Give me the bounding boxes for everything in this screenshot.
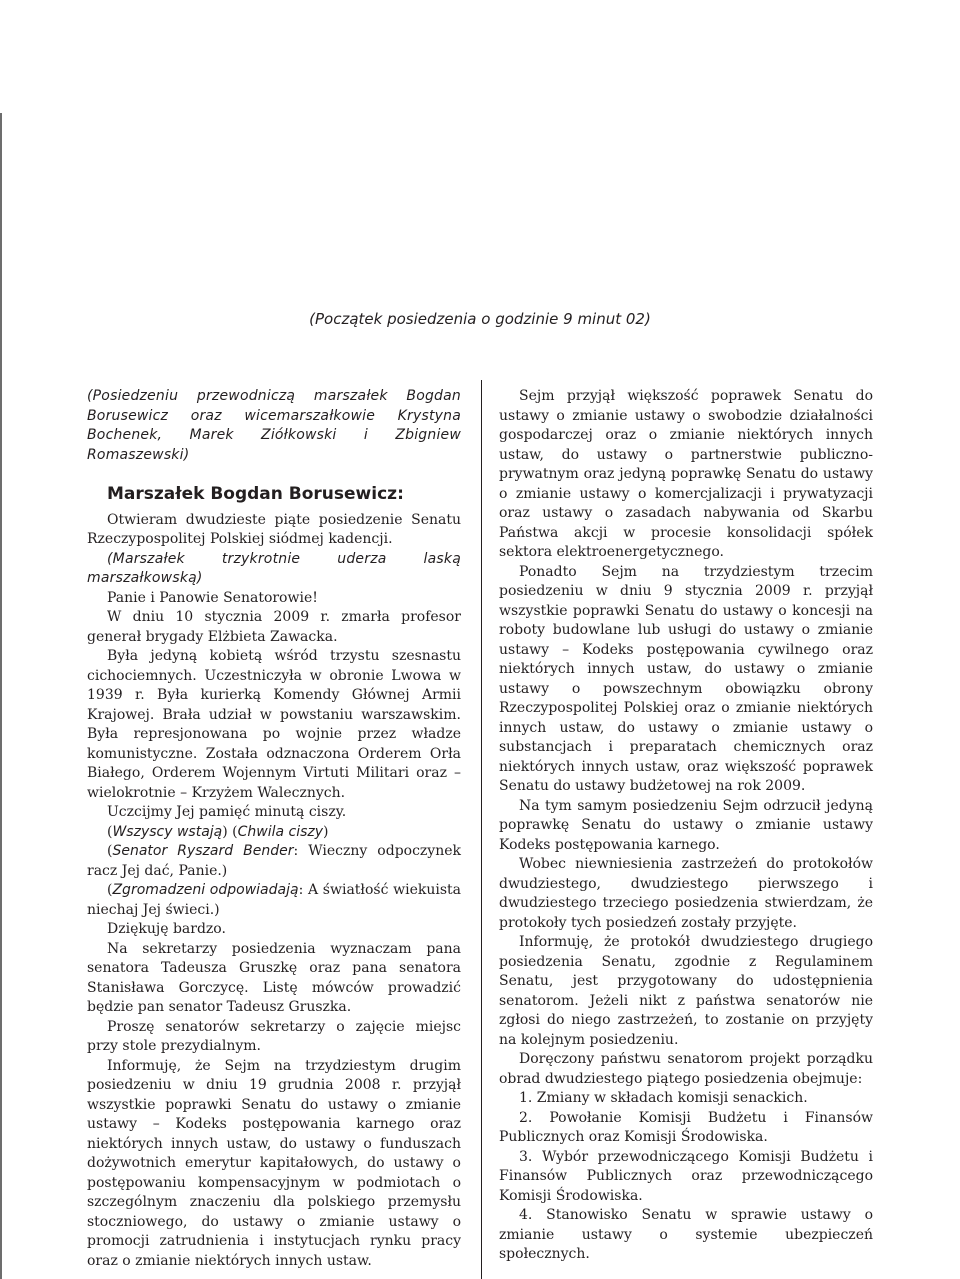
bender-label: Senator Ryszard Bender xyxy=(112,843,294,859)
presiding-note: (Posiedzeniu przewodniczą marszałek Bogdan Borusewicz oraz wicemarszałkowie Krystyna Bochenek, Marek Ziółkowski i Zbigniew Romaszewski) xyxy=(87,388,461,463)
paragraph-minute-silence: Uczcijmy Jej pamięć minutą ciszy. xyxy=(107,804,347,820)
right-column xyxy=(499,387,873,1265)
paragraph-thanks: Dziękuję bardzo. xyxy=(107,921,226,937)
speaker-heading: Marszałek Bogdan Borusewicz: xyxy=(107,484,404,504)
stage-direction-assembly: (Zgromadzeni odpowiadają: A światłość wiekuista niechaj Jej świeci.) xyxy=(87,882,461,918)
paragraph-secretaries: Na sekretarzy posiedzenia wyznaczam pana senatora Tadeusza Gruszkę oraz pana senatora Stanisława Gorczycę. Listę mówców prowadzić będzie pan senator Tadeusz Gruszka. xyxy=(87,940,461,1015)
session-opening-note: (Początek posiedzenia o godzinie 9 minut 02) xyxy=(309,310,651,328)
stage-direction-bender: (Senator Ryszard Bender: Wieczny odpoczynek racz Jej dać, Panie.) xyxy=(87,843,461,879)
stage-direction-lask: (Marszałek trzykrotnie uderza laską marszałkowską) xyxy=(87,550,461,586)
column-divider xyxy=(481,380,482,1279)
left-column xyxy=(87,387,461,1271)
paragraph-moreover: Ponadto Sejm na trzydziestym trzecim posiedzeniu w dniu 9 stycznia 2009 r. przyjął wszystkie poprawki Senatu do ustawy o koncesji na roboty budowlane lub usługi do ustawy o zmianie ustawy – Kodeks postępowania cywilnego oraz niektórych innych ustaw, do ustawy o zmianie ustawy o powszechnym obowiązku obrony Rzeczypospolitej Polskiej oraz o zmianie niektórych innych ustaw, do ustawy o zmianie ustawy o substancjach i preparatach chemicznych oraz niektórych innych ustaw, oraz większość poprawek Senatu do ustawy budżetowej na rok 2009. xyxy=(499,563,873,794)
stage-direction-stand-b: Chwila ciszy xyxy=(237,823,324,840)
assembly-label: Zgromadzeni odpowiadają xyxy=(112,882,299,898)
stage-direction-stand: (Wszyscy wstają) (Chwila ciszy) xyxy=(107,823,329,840)
paragraph-obituary: W dniu 10 stycznia 2009 r. zmarła profesor generał brygady Elżbieta Zawacka. xyxy=(87,609,461,645)
agenda-item-1: 1. Zmiany w składach komisji senackich. xyxy=(519,1090,808,1106)
bender-text: : Wieczny odpoczynek racz Jej dać, Panie.) xyxy=(87,843,461,879)
agenda-item-3: 3. Wybór przewodniczącego Komisji Budżetu i Finansów Publicznych oraz przewodniczącego Komisji Środowiska. xyxy=(499,1148,873,1204)
left-margin-rule xyxy=(0,113,2,1279)
paragraph-agenda-intro: Doręczony państwu senatorom projekt porządku obrad dwudziestego piątego posiedzenia obejmuje: xyxy=(499,1051,873,1087)
paragraph-salutation: Panie i Panowie Senatorowie! xyxy=(107,589,318,606)
paragraph-protocols: Wobec niewniesienia zastrzeżeń do protokołów dwudziestego, dwudziestego pierwszego i dwudziestego trzeciego posiedzenia stwierdzam, że protokoły tych posiedzeń zostały przyjęte. xyxy=(499,856,873,931)
paragraph-sejm-majority: Sejm przyjął większość poprawek Senatu do ustawy o zmianie ustawy o swobodzie działalności gospodarczej oraz o zmianie niektórych innych ustaw, do ustawy o partnerstwie publiczno-prywatnym oraz jedyną poprawkę Senatu do ustawy o zmianie ustawy o komercjalizacji i prywatyzacji oraz ustawy o zasadach nabywania od Skarbu Państwa akcji w procesie konsolidacji spółek sektora elektroenergetycznego. xyxy=(499,388,873,560)
paragraph-biography: Była jedyną kobietą wśród trzystu szesnastu cichociemnych. Uczestniczyła w obronie Lwowa w 1939 r. Była kurierką Komendy Głównej Armii Krajowej. Brała udział w powstaniu warszawskim. Była represjonowana po wojnie przez władze komunistyczne. Została odznaczona Orderem Orła Białego, Orderem Wojennym Virtuti Militari oraz – wielokrotnie – Krzyżem Walecznych. xyxy=(87,648,461,801)
paragraph-protocol-22: Informuję, że protokół dwudziestego drugiego posiedzenia Senatu, zgodnie z Regulaminem Senatu, jest przygotowany do udostępnienia senatorom. Jeżeli nikt z państwa senatorów nie zgłosi do niego zastrzeżeń, to zostanie on przyjęty na kolejnym posiedzeniu. xyxy=(499,934,873,1048)
paragraph-rejected: Na tym samym posiedzeniu Sejm odrzucił jedyną poprawkę Senatu do ustawy o zmianie ustawy Kodeks postępowania karnego. xyxy=(499,797,873,853)
paragraph-secretaries-seat: Proszę senatorów sekretarzy o zajęcie miejsc przy stole prezydialnym. xyxy=(87,1018,461,1054)
agenda-item-4: 4. Stanowisko Senatu w sprawie ustawy o zmianie ustawy o systemie ubezpieczeń społecznych. xyxy=(499,1207,873,1262)
paragraph-open: Otwieram dwudzieste piąte posiedzenie Senatu Rzeczypospolitej Polskiej siódmej kadencji. xyxy=(87,511,461,547)
agenda-item-2: 2. Powołanie Komisji Budżetu i Finansów Publicznych oraz Komisji Środowiska. xyxy=(499,1109,873,1145)
assembly-text: : A światłość wiekuista niechaj Jej świeci.) xyxy=(87,882,461,918)
stage-direction-stand-a: Wszyscy wstają xyxy=(112,823,223,840)
paragraph-sejm-info: Informuję, że Sejm na trzydziestym drugim posiedzeniu w dniu 19 grudnia 2008 r. przyjął wszystkie poprawki Senatu do ustawy o zmianie ustawy – Kodeks postępowania karnego oraz niektórych innych ustaw, do ustawy o funduszach dożywotnich emerytur kapitałowych, do ustawy o postępowaniu kompensacyjnym w podmiotach o szczególnym znaczeniu dla polskiego przemysłu stoczniowego, do ustawy o zmianie ustawy o promocji zatrudnienia i instytucjach rynku pracy oraz o zmianie niektórych innych ustaw. xyxy=(87,1057,461,1269)
